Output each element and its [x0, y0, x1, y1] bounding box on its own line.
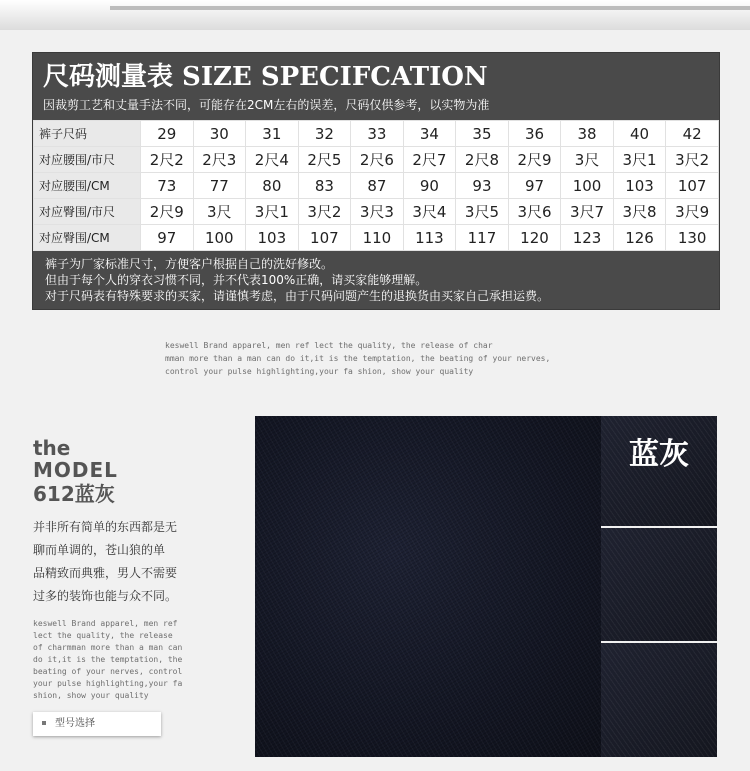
size-cell: 2尺9 [508, 147, 561, 173]
swatch-tile[interactable] [601, 643, 717, 757]
size-row [34, 121, 719, 147]
size-cell: 3尺4 [403, 199, 456, 225]
tagline-line: control your pulse highlighting,your fa shion, show your quality [165, 367, 474, 376]
size-row [34, 173, 719, 199]
swatch-tile[interactable] [601, 416, 717, 526]
top-banner [0, 0, 750, 30]
size-cell: 31 [246, 121, 299, 147]
size-cell: 3尺3 [351, 199, 404, 225]
size-cell: 93 [456, 173, 509, 199]
english-line: your pulse highlighting,your fa [33, 679, 183, 688]
size-cell: 87 [351, 173, 404, 199]
model-the-label: the [33, 436, 71, 460]
size-cell: 97 [141, 225, 194, 251]
description-line: 并非所有简单的东西都是无 [33, 520, 178, 534]
size-cell: 103 [613, 173, 666, 199]
model-english-text [33, 618, 182, 702]
size-cell: 3尺9 [666, 199, 719, 225]
size-cell: 77 [193, 173, 246, 199]
size-cell: 2尺7 [403, 147, 456, 173]
description-line: 聊而单调的，苍山狼的单 [33, 543, 166, 557]
size-cell: 34 [403, 121, 456, 147]
size-cell: 2尺6 [351, 147, 404, 173]
size-cell: 103 [246, 225, 299, 251]
size-cell: 83 [298, 173, 351, 199]
description-line: 过多的装饰也能与众不同。 [33, 589, 178, 603]
size-cell: 3尺5 [456, 199, 509, 225]
tagline-line: mman more than a man can do it,it is the temptation, the beating of your nerves, [165, 354, 551, 363]
row-label: 对应臀围/市尺 [34, 199, 141, 225]
model-select-label: 型号选择 [55, 718, 95, 729]
swatch-label: 蓝灰 [629, 437, 689, 472]
size-chart-subtitle: 因裁剪工艺和丈量手法不同，可能存在2CM左右的误差，尺码仅供参考，以实物为准 [43, 98, 490, 112]
size-cell: 32 [298, 121, 351, 147]
swatch-label-wrap [601, 437, 717, 473]
size-cell: 123 [561, 225, 614, 251]
size-cell: 3尺8 [613, 199, 666, 225]
size-cell: 35 [456, 121, 509, 147]
note-line: 对于尺码表有特殊要求的买家，请谨慎考虑，由于尺码问题产生的退换货由买家自己承担运费。 [45, 289, 550, 303]
size-row [34, 199, 719, 225]
row-label: 对应腰围/CM [34, 173, 141, 199]
size-cell: 33 [351, 121, 404, 147]
size-cell: 2尺2 [141, 147, 194, 173]
row-label: 裤子尺码 [34, 121, 141, 147]
size-cell: 2尺8 [456, 147, 509, 173]
size-cell: 42 [666, 121, 719, 147]
size-cell: 40 [613, 121, 666, 147]
size-cell: 97 [508, 173, 561, 199]
size-cell: 3尺 [193, 199, 246, 225]
size-cell: 30 [193, 121, 246, 147]
size-cell: 107 [298, 225, 351, 251]
size-notes [45, 256, 549, 304]
size-cell: 2尺9 [141, 199, 194, 225]
size-chart-title: 尺码测量表 SIZE SPECIFCATION [43, 62, 488, 92]
top-rule [110, 6, 750, 10]
size-cell: 3尺2 [298, 199, 351, 225]
size-cell: 90 [403, 173, 456, 199]
size-cell: 100 [561, 173, 614, 199]
row-label: 对应臀围/CM [34, 225, 141, 251]
english-line: keswell Brand apparel, men ref [33, 619, 178, 628]
size-cell: 3尺6 [508, 199, 561, 225]
size-cell: 120 [508, 225, 561, 251]
note-line: 裤子为厂家标准尺寸，方便客户根据自己的洗好修改。 [45, 257, 334, 271]
size-cell: 126 [613, 225, 666, 251]
size-cell: 3尺1 [246, 199, 299, 225]
size-cell: 3尺1 [613, 147, 666, 173]
model-heading: MODEL [33, 458, 118, 482]
size-cell: 80 [246, 173, 299, 199]
model-select-button[interactable] [33, 712, 161, 736]
note-line: 但由于每个人的穿衣习惯不同，并不代表100%正确，请买家能够理解。 [45, 273, 428, 287]
english-line: shion, show your quality [33, 691, 149, 700]
english-line: beating of your nerves, control [33, 667, 183, 676]
size-cell: 3尺7 [561, 199, 614, 225]
size-cell: 73 [141, 173, 194, 199]
size-cell: 36 [508, 121, 561, 147]
bullet-icon [42, 721, 46, 725]
size-cell: 107 [666, 173, 719, 199]
size-cell: 2尺4 [246, 147, 299, 173]
tagline-line: keswell Brand apparel, men ref lect the quality, the release of char [165, 341, 493, 350]
size-table [33, 120, 719, 251]
size-cell: 29 [141, 121, 194, 147]
size-row [34, 225, 719, 251]
swatch-tile[interactable] [601, 528, 717, 641]
size-cell: 38 [561, 121, 614, 147]
row-label: 对应腰围/市尺 [34, 147, 141, 173]
size-cell: 2尺5 [298, 147, 351, 173]
size-cell: 130 [666, 225, 719, 251]
fabric-image [255, 416, 601, 757]
size-cell: 3尺 [561, 147, 614, 173]
size-cell: 117 [456, 225, 509, 251]
description-line: 品精致而典雅，男人不需要 [33, 566, 178, 580]
english-line: lect the quality, the release [33, 631, 173, 640]
size-cell: 100 [193, 225, 246, 251]
size-cell: 110 [351, 225, 404, 251]
model-description [33, 516, 177, 608]
size-cell: 2尺3 [193, 147, 246, 173]
size-chart-panel [32, 52, 720, 310]
model-number: 612蓝灰 [33, 482, 115, 506]
brand-tagline [165, 339, 550, 378]
size-row [34, 147, 719, 173]
english-line: do it,it is the temptation, the [33, 655, 183, 664]
english-line: of charmman more than a man can [33, 643, 183, 652]
size-cell: 113 [403, 225, 456, 251]
size-cell: 3尺2 [666, 147, 719, 173]
